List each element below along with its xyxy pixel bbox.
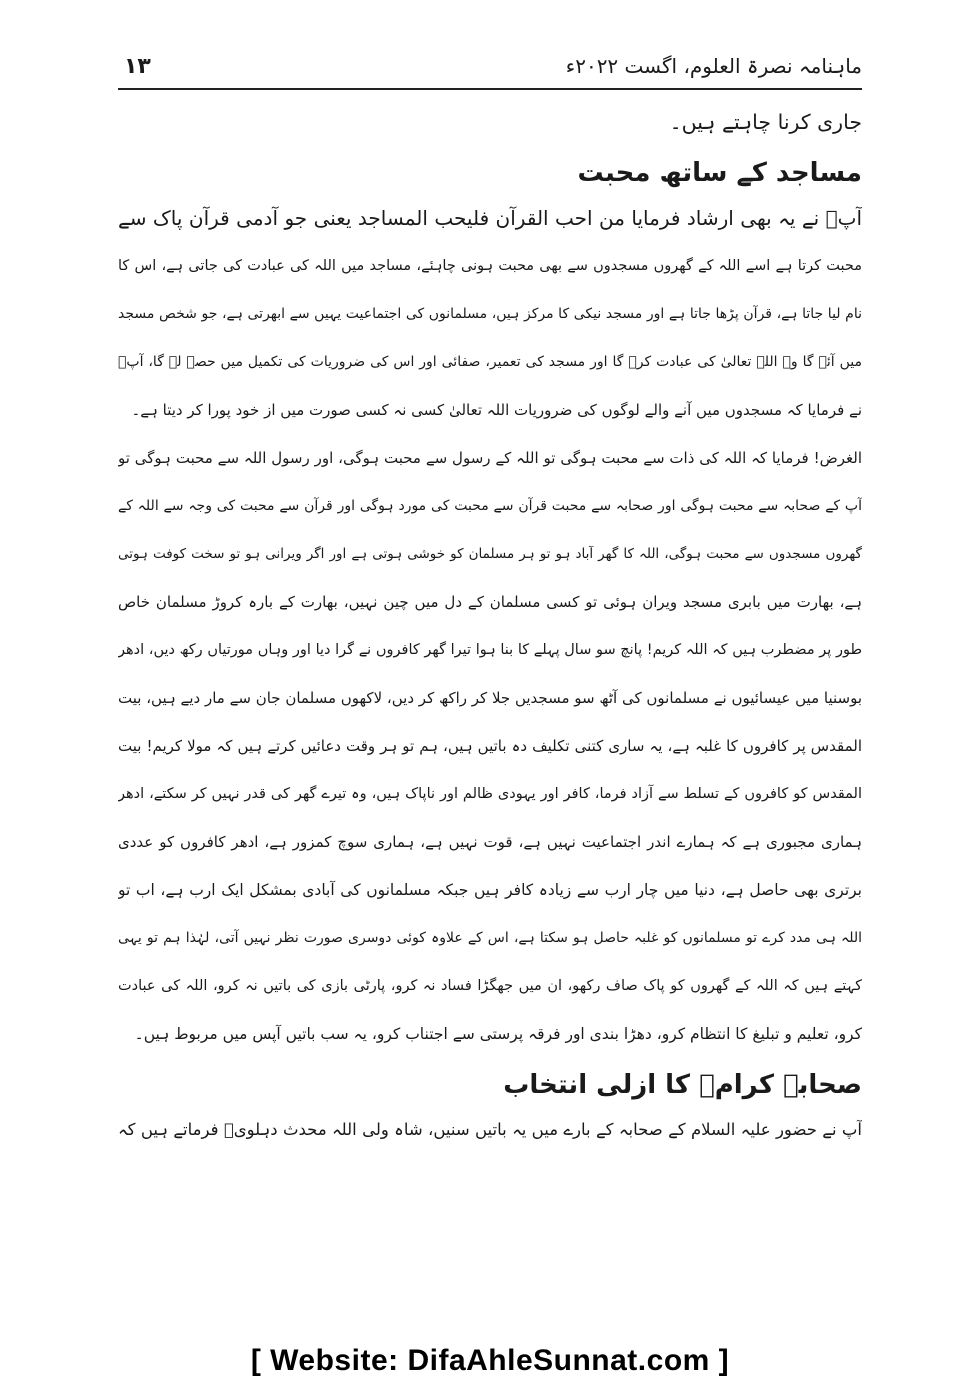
text-line: جاری کرنا چاہتے ہیں۔	[669, 110, 862, 134]
text-line: ہے، بھارت میں بابری مسجد ویران ہوئی تو کسی مسلمان کے دل میں چین نہیں، بھارت کے بارہ کروڑ مسلمان خاص	[118, 593, 862, 611]
text-line: کہتے ہیں کہ اللہ کے گھروں کو پاک صاف رکھو، ان میں جھگڑا فساد نہ کرو، پارٹی بازی کی باتیں نہ کرو، اللہ کی عبادت	[118, 978, 862, 994]
text-line: اللہ ہی مدد کرے تو مسلمانوں کو غلبہ حاصل ہو سکتا ہے، اس کے علاوہ کوئی دوسری صورت نظر نہیں آتی، لہٰذا ہم تو یہی	[118, 930, 862, 946]
text-line: برتری بھی حاصل ہے، دنیا میں چار ارب سے زیادہ کافر ہیں جبکہ مسلمانوں کی آبادی بمشکل ایک ارب ہے، اب تو	[118, 881, 862, 899]
section-heading: صحابہ کرامؓ کا ازلی انتخاب	[503, 1070, 862, 1100]
text-line: نے فرمایا کہ مسجدوں میں آنے والے لوگوں کی ضروریات اللہ تعالیٰ کسی نہ کسی صورت میں از خود پورا کر دیتا ہے۔	[131, 401, 862, 419]
text-line: میں آئے گا وہ اللہ تعالیٰ کی عبادت کرے گا اور مسجد کی تعمیر، صفائی اور اس کی ضروریات کی تکمیل میں حصہ لے گا، آپؒ	[118, 354, 862, 370]
header-divider	[118, 88, 862, 90]
text-line: محبت کرتا ہے اسے اللہ کے گھروں مسجدوں سے بھی محبت ہونی چاہئے، مساجد میں اللہ کی عبادت کی جاتی ہے، اس کا	[118, 258, 862, 274]
text-line: المقدس کو کافروں کے تسلط سے آزاد فرما، کافر اور یہودی ظالم اور ناپاک ہیں، وہ تیرے گھر کی قدر نہیں کر سکتے، ادھر	[118, 786, 862, 802]
text-line: ہماری مجبوری ہے کہ ہمارے اندر اجتماعیت نہیں ہے، قوت نہیں ہے، ہماری سوچ کمزور ہے، ادھر کافروں کو عددی	[118, 833, 862, 851]
page-header	[118, 48, 862, 90]
text-line: المقدس پر کافروں کا غلبہ ہے، یہ ساری کتنی تکلیف دہ باتیں ہیں، ہم تو ہر وقت دعائیں کرتے ہیں کہ مولا کریم! بیت	[118, 737, 862, 755]
text-line: گھروں مسجدوں سے محبت ہوگی، اللہ کا گھر آباد ہو تو ہر مسلمان کو خوشی ہوتی ہے اور اگر ویرانی ہو تو سخت کوفت ہوتی	[118, 546, 862, 562]
text-line: طور پر مضطرب ہیں کہ اللہ کریم! پانچ سو سال پہلے کا بنا ہوا تیرا گھر کافروں نے گرا دیا اور وہاں مورتیاں رکھ دیں، ادھر	[118, 642, 862, 658]
section-heading: مساجد کے ساتھ محبت	[577, 158, 862, 188]
page-number: ۱۳	[124, 54, 151, 79]
text-line: آپؒ نے یہ بھی ارشاد فرمایا من احب القرآن فلیحب المساجد یعنی جو آدمی قرآن پاک سے	[118, 206, 862, 230]
article-body	[118, 110, 862, 1166]
text-line: آپ نے حضور علیہ السلام کے صحابہ کے بارے میں یہ باتیں سنیں، شاہ ولی اللہ محدث دہلویؒ فرماتے ہیں کہ	[118, 1120, 862, 1139]
text-line: آپ کے صحابہ سے محبت ہوگی اور صحابہ سے محبت قرآن سے محبت کی مورد ہوگی اور قرآن سے محبت کی وجہ سے اللہ کے	[118, 498, 862, 514]
text-line: نام لیا جاتا ہے، قرآن پڑھا جاتا ہے اور مسجد نیکی کا مرکز ہیں، مسلمانوں کی اجتماعیت یہیں سے ابھرتی ہے، جو شخص مسجد	[118, 306, 862, 322]
text-line: الغرض! فرمایا کہ اللہ کی ذات سے محبت ہوگی تو اللہ کے رسول سے محبت ہوگی، اور رسول اللہ سے محبت ہوگی تو	[118, 449, 862, 467]
website-footer: [ Website: DifaAhleSunnat.com ]	[250, 1344, 730, 1377]
text-line: کرو، تعلیم و تبلیغ کا انتظام کرو، دھڑا بندی اور فرقہ پرستی سے اجتناب کرو، یہ سب باتیں آپس میں مربوط ہیں۔	[134, 1025, 862, 1043]
text-line: بوسنیا میں عیسائیوں نے مسلمانوں کی آٹھ سو مسجدیں جلا کر راکھ کر دیں، لاکھوں مسلمان جان سے مار دیے ہیں، بیت	[118, 689, 862, 707]
magazine-title: ماہنامہ نصرۃ العلوم، اگست ۲۰۲۲ء	[565, 54, 862, 78]
